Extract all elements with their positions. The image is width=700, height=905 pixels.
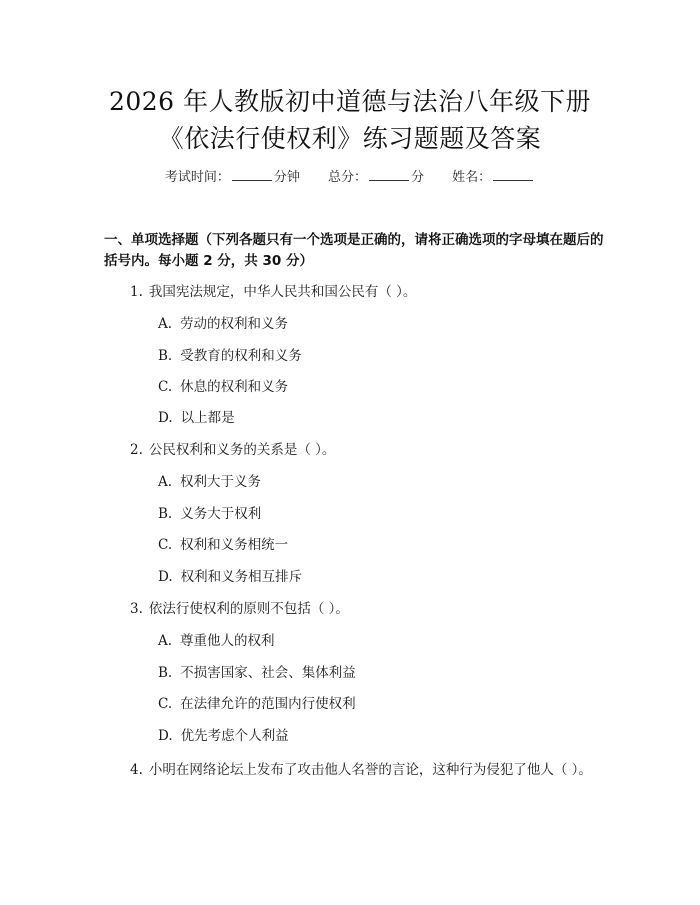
total-score-unit: 分 [411, 170, 425, 185]
option-letter: D. [158, 410, 173, 426]
question-stem: 小明在网络论坛上发布了攻击他人名誉的言论，这种行为侵犯了他人（ ）。 [148, 762, 592, 778]
option-text: 休息的权利和义务 [180, 379, 289, 395]
total-score-blank [369, 168, 409, 181]
question-stem: 我国宪法规定，中华人民共和国公民有（ ）。 [148, 284, 417, 300]
question-stem: 公民权利和义务的关系是（ ）。 [148, 442, 336, 458]
question-1 [130, 282, 600, 303]
option-letter: B. [158, 506, 173, 522]
section-heading: 一、单项选择题（下列各题只有一个选项是正确的，请将正确选项的字母填在题后的括号内。每小题 2 分，共 30 分） [104, 232, 604, 269]
total-score-field [328, 170, 428, 185]
option-letter: B. [158, 665, 173, 681]
question-2-option-d [158, 567, 598, 588]
name-field [452, 170, 535, 185]
option-letter: C. [158, 696, 173, 712]
option-letter: D. [158, 728, 173, 744]
question-3-option-b [158, 663, 598, 684]
exam-info-row [0, 168, 700, 188]
question-number: 2. [130, 442, 143, 458]
question-3-option-a [158, 631, 598, 652]
exam-time-blank [232, 168, 272, 181]
option-text: 不损害国家、社会、集体利益 [180, 665, 356, 681]
question-4 [104, 758, 598, 783]
exam-time-unit: 分钟 [273, 170, 300, 185]
question-2-option-a [158, 472, 598, 493]
option-text: 受教育的权利和义务 [180, 348, 302, 364]
option-text: 优先考虑个人利益 [180, 728, 289, 744]
option-text: 权利和义务相统一 [180, 537, 289, 553]
option-text: 以上都是 [180, 410, 235, 426]
question-3 [130, 599, 600, 620]
document-title-line1: 2026 年人教版初中道德与法治八年级下册 [108, 87, 592, 116]
question-3-option-d [158, 726, 598, 747]
question-number: 1. [130, 284, 143, 300]
question-1-option-d [158, 408, 598, 429]
question-2-option-c [158, 535, 598, 556]
option-text: 尊重他人的权利 [180, 633, 275, 649]
name-blank [493, 168, 533, 181]
option-text: 权利和义务相互排斥 [180, 569, 303, 585]
question-1-option-b [158, 346, 598, 367]
name-label: 姓名： [452, 170, 492, 185]
document-title-line2: 《依法行使权利》练习题题及答案 [158, 124, 542, 153]
question-2-option-b [158, 504, 598, 525]
option-letter: D. [158, 569, 173, 585]
question-stem: 依法行使权利的原则不包括（ ）。 [148, 601, 349, 617]
question-1-option-a [158, 314, 598, 335]
question-3-option-c [158, 694, 598, 715]
option-letter: B. [158, 348, 173, 364]
question-number: 3. [130, 601, 143, 617]
exam-time-field [165, 170, 304, 185]
option-text: 劳动的权利和义务 [180, 316, 289, 332]
option-letter: A. [158, 316, 173, 332]
option-text: 权利大于义务 [180, 474, 262, 490]
option-text: 在法律允许的范围内行使权利 [180, 696, 356, 712]
option-text: 义务大于权利 [180, 506, 262, 522]
option-letter: C. [158, 537, 173, 553]
question-2 [130, 440, 600, 461]
option-letter: A. [158, 633, 173, 649]
total-score-label: 总分： [327, 170, 367, 185]
option-letter: A. [158, 474, 173, 490]
option-letter: C. [158, 379, 173, 395]
question-number: 4. [130, 762, 143, 778]
question-1-option-c [158, 377, 598, 398]
exam-time-label: 考试时间： [164, 170, 230, 185]
